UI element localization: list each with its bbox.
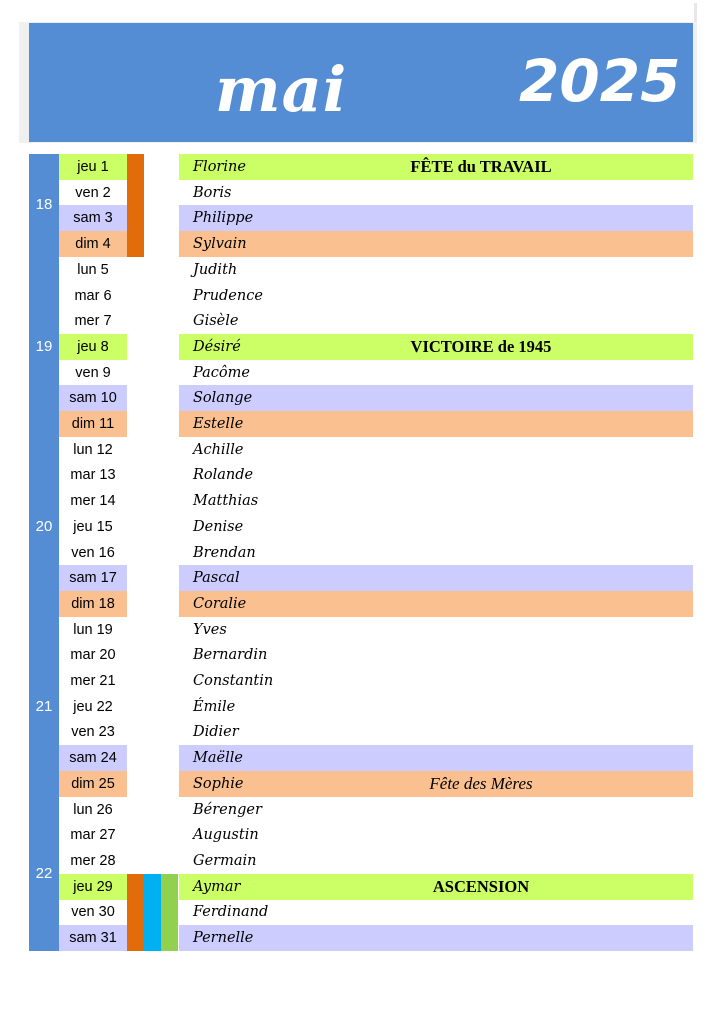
month-header	[29, 23, 693, 142]
saint-cell	[179, 180, 693, 206]
saint-name: Sylvain	[193, 236, 247, 253]
saint-name: Émile	[193, 698, 236, 715]
period-stripe-orange	[127, 180, 144, 206]
day-label: ven 23	[71, 724, 115, 741]
period-stripe-orange	[127, 231, 144, 257]
day-label: mar 6	[74, 287, 112, 304]
period-stripe-orange	[127, 925, 144, 951]
day-row	[59, 668, 693, 694]
period-stripe-orange	[127, 205, 144, 231]
day-row	[59, 540, 693, 566]
day-label: dim 4	[59, 231, 127, 257]
day-row	[59, 257, 693, 283]
day-row	[59, 488, 693, 514]
day-row	[59, 411, 693, 437]
event-label: ASCENSION	[432, 876, 530, 896]
saint-cell	[179, 797, 693, 823]
day-row	[59, 180, 693, 206]
saint-name: Florine	[193, 159, 246, 175]
week-number: 19	[35, 337, 53, 355]
saint-name: Achille	[193, 441, 244, 458]
week-number: 21	[35, 697, 53, 715]
day-label: sam 17	[59, 565, 127, 591]
day-label: mer 21	[70, 673, 116, 689]
day-label: mar 20	[70, 647, 116, 664]
day-label: lun 26	[73, 801, 113, 818]
day-label: mar 27	[70, 827, 116, 844]
day-label: mer 14	[70, 493, 116, 510]
saint-name: Solange	[193, 390, 253, 407]
saint-name: Denise	[193, 518, 244, 535]
period-stripe-green	[161, 874, 178, 900]
saint-cell	[179, 719, 693, 745]
month-title: mai	[215, 53, 348, 126]
day-row	[59, 591, 693, 617]
day-row	[59, 205, 693, 231]
saint-cell	[179, 694, 693, 720]
year-title: 2025	[519, 47, 681, 115]
saint-name: Matthias	[193, 493, 259, 510]
saint-name: Aymar	[193, 878, 241, 895]
week-number: 18	[35, 196, 53, 214]
day-row	[59, 874, 693, 900]
saint-cell	[179, 745, 693, 771]
saint-name: Bérenger	[193, 801, 262, 818]
saint-name: Didier	[193, 724, 239, 741]
saint-name: Augustin	[193, 827, 259, 844]
saint-name: Désiré	[193, 338, 241, 355]
saint-name: Judith	[193, 261, 238, 278]
day-row	[59, 514, 693, 540]
day-label: mer 7	[74, 313, 112, 330]
saint-name: Brendan	[193, 544, 256, 561]
saint-name: Coralie	[193, 595, 247, 612]
day-row	[59, 848, 693, 874]
day-row	[59, 360, 693, 386]
saint-cell	[179, 540, 693, 566]
day-row	[59, 283, 693, 309]
day-row	[59, 899, 693, 925]
day-label: sam 3	[59, 205, 127, 231]
saint-cell	[179, 514, 693, 540]
day-row	[59, 385, 693, 411]
period-stripe-cyan	[144, 874, 161, 900]
saint-cell	[179, 925, 693, 951]
day-label: ven 9	[75, 364, 111, 381]
day-row	[59, 617, 693, 643]
saint-cell	[179, 205, 693, 231]
day-label: sam 10	[59, 385, 127, 411]
week-number: 22	[35, 864, 53, 882]
saint-cell	[179, 642, 693, 668]
period-stripe-cyan	[144, 925, 161, 951]
day-label: lun 12	[73, 441, 113, 458]
saint-name: Gisèle	[193, 313, 239, 330]
period-stripe-orange	[127, 874, 144, 900]
saint-cell	[179, 565, 693, 591]
saint-cell	[179, 334, 693, 360]
saint-name: Prudence	[193, 287, 263, 304]
day-label: mer 28	[70, 852, 116, 869]
saint-cell	[179, 308, 693, 334]
day-label: sam 24	[59, 745, 127, 771]
day-label: dim 11	[59, 411, 127, 437]
saint-cell	[179, 822, 693, 848]
saint-name: Pascal	[193, 570, 240, 587]
day-label: sam 31	[59, 925, 127, 951]
day-row	[59, 745, 693, 771]
saint-cell	[179, 591, 693, 617]
day-label: jeu 8	[59, 334, 127, 360]
saint-cell	[179, 617, 693, 643]
saint-cell	[179, 488, 693, 514]
day-label: jeu 15	[73, 518, 113, 535]
saint-name: Constantin	[193, 673, 274, 689]
saint-name: Boris	[193, 184, 232, 201]
period-stripe-green	[161, 899, 178, 925]
day-label: mar 13	[70, 467, 116, 484]
day-row	[59, 771, 693, 797]
day-label: jeu 1	[59, 154, 127, 180]
saint-name: Philippe	[193, 210, 254, 227]
day-row	[59, 308, 693, 334]
saint-name: Bernardin	[193, 647, 268, 664]
day-label: ven 16	[71, 544, 115, 561]
day-row	[59, 719, 693, 745]
week-number: 20	[35, 517, 53, 535]
saint-cell	[179, 874, 693, 900]
period-stripe-cyan	[144, 899, 161, 925]
saint-name: Estelle	[193, 416, 244, 432]
saint-cell	[179, 668, 693, 694]
saint-cell	[179, 154, 693, 180]
event-label: VICTOIRE de 1945	[410, 336, 552, 356]
saint-name: Sophie	[193, 775, 244, 792]
saint-name: Pacôme	[193, 364, 250, 381]
day-row	[59, 334, 693, 360]
day-label: jeu 29	[59, 874, 127, 900]
day-label: ven 2	[75, 184, 111, 201]
day-label: dim 18	[59, 591, 127, 617]
week-number-column	[29, 154, 59, 951]
saint-cell	[179, 411, 693, 437]
saint-name: Pernelle	[193, 930, 254, 946]
saint-cell	[179, 257, 693, 283]
day-label: dim 25	[59, 771, 127, 797]
saint-cell	[179, 437, 693, 463]
saint-cell	[179, 385, 693, 411]
event-label: Fête des Mères	[429, 773, 533, 793]
day-row	[59, 462, 693, 488]
day-row	[59, 642, 693, 668]
day-row	[59, 565, 693, 591]
day-row	[59, 925, 693, 951]
saint-name: Ferdinand	[193, 904, 269, 921]
day-row	[59, 437, 693, 463]
day-row	[59, 231, 693, 257]
saint-cell	[179, 848, 693, 874]
day-label: jeu 22	[73, 698, 113, 715]
saint-cell	[179, 360, 693, 386]
day-label: ven 30	[71, 904, 115, 921]
period-stripe-green	[161, 925, 178, 951]
saint-name: Maëlle	[193, 750, 243, 767]
saint-name: Yves	[193, 621, 227, 638]
day-label: lun 19	[73, 621, 113, 638]
day-label: lun 5	[77, 261, 109, 278]
saint-cell	[179, 899, 693, 925]
period-stripe-orange	[127, 899, 144, 925]
saint-cell	[179, 462, 693, 488]
saint-cell	[179, 771, 693, 797]
event-label: FÊTE du TRAVAIL	[410, 157, 552, 176]
day-row	[59, 154, 693, 180]
saint-cell	[179, 283, 693, 309]
period-stripe-orange	[127, 154, 144, 180]
saint-name: Germain	[193, 852, 257, 869]
day-row	[59, 694, 693, 720]
saint-cell	[179, 231, 693, 257]
saint-name: Rolande	[193, 467, 254, 484]
day-row	[59, 797, 693, 823]
day-row	[59, 822, 693, 848]
